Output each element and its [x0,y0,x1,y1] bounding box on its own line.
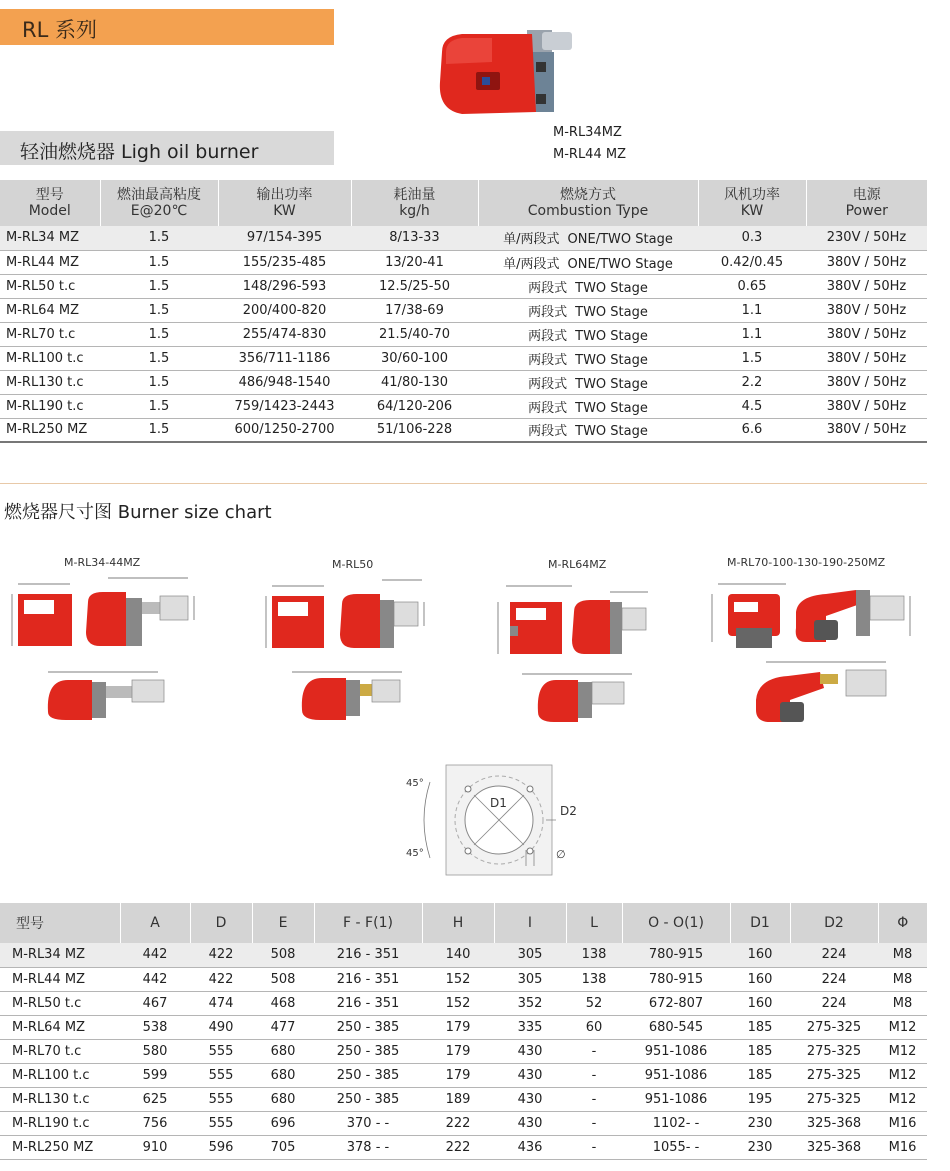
table-cell: - [566,1111,622,1135]
combustion-type-cn: 两段式 [528,376,568,392]
series-title: RL 系列 [22,18,97,42]
table-cell: 596 [190,1135,252,1159]
table-cell [478,394,698,418]
table-cell: 250 - 385 [314,1063,422,1087]
table-cell: 64/120-206 [351,394,478,418]
diagram-label-rl70-250: M-RL70-100-130-190-250MZ [727,556,886,569]
table-cell: 1.5 [100,418,218,442]
table-cell: 250 - 385 [314,1039,422,1063]
combustion-type-en: TWO Stage [575,328,648,344]
spec-header-line: Combustion Type [527,203,649,219]
table-cell [478,370,698,394]
table-cell: 680 [252,1087,314,1111]
diagram-rl70-250-drawing [706,572,926,737]
table-cell: 224 [790,991,878,1015]
product-model-caption-2: M-RL44 MZ [553,147,626,162]
table-cell: 138 [566,943,622,967]
table-row [0,394,927,418]
dimension-header-cell: D1 [730,903,790,943]
combustion-type-en: TWO Stage [575,400,648,416]
series-title-bar [0,9,334,45]
dimension-table [0,903,927,1160]
diagram-label-rl64: M-RL64MZ [548,558,607,571]
table-cell: 780-915 [622,967,730,991]
table-cell: 0.3 [698,226,806,250]
table-row [0,298,927,322]
table-cell: 508 [252,967,314,991]
combustion-type-cn: 单/两段式 [503,232,560,248]
table-cell [478,322,698,346]
table-cell: M-RL70 t.c [0,1039,120,1063]
table-cell: 555 [190,1063,252,1087]
table-cell: 380V / 50Hz [806,250,927,274]
table-row [0,1135,927,1159]
table-cell: 756 [120,1111,190,1135]
flange-d2-label: D2 [560,804,577,818]
table-cell: 195 [730,1087,790,1111]
table-cell: 230 [730,1135,790,1159]
table-cell: 625 [120,1087,190,1111]
table-cell: M-RL44 MZ [0,250,100,274]
table-cell [478,274,698,298]
table-cell: M-RL50 t.c [0,991,120,1015]
table-cell [478,418,698,442]
table-cell: 216 - 351 [314,991,422,1015]
table-cell: 8/13-33 [351,226,478,250]
table-cell: 160 [730,967,790,991]
table-row [0,943,927,967]
dimension-header-cell: D [190,903,252,943]
table-cell: 1.5 [100,322,218,346]
table-row [0,418,927,442]
table-cell: M16 [878,1135,927,1159]
table-cell: M8 [878,967,927,991]
table-cell: 380V / 50Hz [806,346,927,370]
combustion-type-en: TWO Stage [575,376,648,392]
combustion-type-en: TWO Stage [575,352,648,368]
combustion-type-cn: 两段式 [528,280,568,296]
table-cell: 60 [566,1015,622,1039]
table-cell: 1.5 [100,298,218,322]
table-cell: 430 [494,1039,566,1063]
table-cell: 1055- - [622,1135,730,1159]
table-cell: 325-368 [790,1111,878,1135]
table-cell: 759/1423-2443 [218,394,351,418]
combustion-type-en: ONE/TWO Stage [567,256,673,272]
spec-header-line: 风机功率 [724,187,780,203]
combustion-type-en: TWO Stage [575,280,648,296]
combustion-type-cn: 两段式 [528,328,568,344]
diagram-label-rl34-44: M-RL34-44MZ [64,556,141,569]
table-cell: 680 [252,1039,314,1063]
table-cell: 468 [252,991,314,1015]
table-cell: M8 [878,991,927,1015]
table-cell: 600/1250-2700 [218,418,351,442]
table-cell: 910 [120,1135,190,1159]
table-cell: M-RL34 MZ [0,943,120,967]
spec-header-line: kg/h [399,203,430,219]
subtitle-bar [0,131,334,165]
table-cell [478,250,698,274]
table-cell: 580 [120,1039,190,1063]
spec-header-cell [100,180,218,226]
table-cell: 21.5/40-70 [351,322,478,346]
table-cell: 508 [252,943,314,967]
table-cell: 430 [494,1063,566,1087]
table-cell: 230V / 50Hz [806,226,927,250]
table-row [0,1087,927,1111]
table-cell: 152 [422,967,494,991]
table-cell: 555 [190,1039,252,1063]
table-cell: 6.6 [698,418,806,442]
combustion-type-en: TWO Stage [575,424,648,440]
table-cell: 275-325 [790,1039,878,1063]
section-divider [0,483,927,484]
table-cell: 1.5 [100,274,218,298]
table-row [0,991,927,1015]
dimension-header-cell: Φ [878,903,927,943]
table-row [0,226,927,250]
table-cell: 160 [730,943,790,967]
table-cell: 179 [422,1015,494,1039]
table-cell: M16 [878,1111,927,1135]
table-cell: - [566,1063,622,1087]
table-cell: 555 [190,1087,252,1111]
table-cell: 185 [730,1015,790,1039]
spec-header-cell [218,180,351,226]
table-cell: 705 [252,1135,314,1159]
table-cell: 2.2 [698,370,806,394]
table-cell: 179 [422,1063,494,1087]
table-cell: 335 [494,1015,566,1039]
table-cell: 13/20-41 [351,250,478,274]
table-cell: 356/711-1186 [218,346,351,370]
table-cell: M-RL50 t.c [0,274,100,298]
spec-header-cell [698,180,806,226]
table-cell: 380V / 50Hz [806,370,927,394]
table-cell: 41/80-130 [351,370,478,394]
table-cell: 0.65 [698,274,806,298]
table-cell: 780-915 [622,943,730,967]
table-cell: 200/400-820 [218,298,351,322]
table-cell: 216 - 351 [314,943,422,967]
table-cell: M12 [878,1015,927,1039]
table-cell: M-RL64 MZ [0,1015,120,1039]
spec-header-line: Model [28,203,71,219]
diagram-rl34-44-drawing [8,572,208,732]
table-cell: M8 [878,943,927,967]
table-cell: 138 [566,967,622,991]
table-cell: 51/106-228 [351,418,478,442]
table-cell: 17/38-69 [351,298,478,322]
product-model-caption-1: M-RL34MZ [553,125,622,140]
table-cell: 538 [120,1015,190,1039]
table-cell: 250 - 385 [314,1087,422,1111]
table-cell: 951-1086 [622,1063,730,1087]
dimension-header-cell: F - F(1) [314,903,422,943]
flange-angle-top: 45° [406,778,424,789]
table-cell: 680 [252,1063,314,1087]
table-row [0,250,927,274]
table-cell: 185 [730,1039,790,1063]
table-cell: 380V / 50Hz [806,298,927,322]
table-cell: 222 [422,1135,494,1159]
table-cell: 12.5/25-50 [351,274,478,298]
spec-header-cell [478,180,698,226]
spec-header-line: 燃烧方式 [560,187,616,203]
spec-header-line: KW [273,203,296,219]
table-cell: 325-368 [790,1135,878,1159]
table-cell: 680-545 [622,1015,730,1039]
table-cell: 1.5 [100,226,218,250]
table-cell: M-RL190 t.c [0,1111,120,1135]
dimension-header-cell: H [422,903,494,943]
flange-drawing [400,760,580,880]
table-cell: 672-807 [622,991,730,1015]
table-cell: 255/474-830 [218,322,351,346]
table-cell: M-RL100 t.c [0,1063,120,1087]
table-cell: M12 [878,1087,927,1111]
dimension-header-cell: O - O(1) [622,903,730,943]
table-cell: 140 [422,943,494,967]
table-cell: 490 [190,1015,252,1039]
flange-angle-bottom: 45° [406,848,424,859]
table-cell: 486/948-1540 [218,370,351,394]
table-cell: 155/235-485 [218,250,351,274]
dimension-header-cell: 型号 [0,903,120,943]
table-cell: M-RL34 MZ [0,226,100,250]
table-cell: - [566,1039,622,1063]
flange-phi-label: ∅ [556,848,566,861]
combustion-type-en: ONE/TWO Stage [567,232,673,248]
table-row [0,370,927,394]
spec-header-line: 耗油量 [393,187,436,203]
table-row [0,274,927,298]
spec-header-line: 燃油最高粘度 [117,187,201,203]
spec-header-cell [0,180,100,226]
table-cell: 1.1 [698,298,806,322]
table-cell: M-RL250 MZ [0,418,100,442]
table-cell: 222 [422,1111,494,1135]
table-row [0,1039,927,1063]
dimension-header-cell: I [494,903,566,943]
combustion-type-cn: 两段式 [528,424,568,440]
table-cell: 152 [422,991,494,1015]
dimension-table-header [0,903,927,943]
size-chart-title: 燃烧器尺寸图 Burner size chart [4,502,272,523]
combustion-type-cn: 两段式 [528,304,568,320]
table-cell: 160 [730,991,790,1015]
table-cell [478,298,698,322]
spec-header-cell [351,180,478,226]
dimension-header-cell: D2 [790,903,878,943]
table-cell: 275-325 [790,1087,878,1111]
table-cell: 305 [494,943,566,967]
table-cell: 430 [494,1111,566,1135]
table-cell: M-RL130 t.c [0,370,100,394]
spec-table-header [0,180,927,226]
spec-header-line: 电源 [852,187,881,203]
table-cell: 97/154-395 [218,226,351,250]
table-cell: 380V / 50Hz [806,394,927,418]
table-cell: 422 [190,943,252,967]
table-row [0,967,927,991]
table-cell: 422 [190,967,252,991]
spec-header-line: Power [845,203,888,219]
table-cell: M-RL250 MZ [0,1135,120,1159]
spec-header-line: 输出功率 [256,187,313,203]
table-cell: 185 [730,1063,790,1087]
spec-header-cell [806,180,927,226]
table-cell: 380V / 50Hz [806,418,927,442]
table-cell: 0.42/0.45 [698,250,806,274]
diagram-label-rl50: M-RL50 [332,558,374,571]
table-cell [478,226,698,250]
table-cell: 1.5 [100,394,218,418]
table-cell: 52 [566,991,622,1015]
table-cell: 189 [422,1087,494,1111]
table-cell: 430 [494,1087,566,1111]
table-cell: M-RL70 t.c [0,322,100,346]
table-cell: 275-325 [790,1015,878,1039]
table-cell: 275-325 [790,1063,878,1087]
table-cell: 555 [190,1111,252,1135]
table-cell: 179 [422,1039,494,1063]
dimension-header-cell: A [120,903,190,943]
table-cell: 436 [494,1135,566,1159]
table-cell: 951-1086 [622,1039,730,1063]
table-cell: 951-1086 [622,1087,730,1111]
flange-d1-label: D1 [490,796,507,810]
table-cell [478,346,698,370]
subtitle: 轻油燃烧器 Ligh oil burner [20,141,259,163]
table-cell: 378 - - [314,1135,422,1159]
table-cell: 30/60-100 [351,346,478,370]
table-cell: - [566,1135,622,1159]
table-cell: M-RL130 t.c [0,1087,120,1111]
spec-header-line: 型号 [35,187,64,203]
table-cell: 370 - - [314,1111,422,1135]
spec-table [0,180,927,443]
table-cell: 4.5 [698,394,806,418]
table-cell: 380V / 50Hz [806,274,927,298]
table-cell: 380V / 50Hz [806,322,927,346]
table-row [0,1015,927,1039]
table-cell: 477 [252,1015,314,1039]
spec-header-line: E@20℃ [130,203,188,219]
table-cell: 148/296-593 [218,274,351,298]
combustion-type-cn: 单/两段式 [503,256,560,272]
table-cell: 442 [120,967,190,991]
table-cell: - [566,1087,622,1111]
table-cell: 224 [790,943,878,967]
table-cell: 1.5 [100,346,218,370]
diagram-rl50-drawing [262,572,462,732]
table-cell: 230 [730,1111,790,1135]
table-cell: 474 [190,991,252,1015]
table-row [0,346,927,370]
diagram-rl64-drawing [492,572,692,732]
table-cell: M12 [878,1039,927,1063]
table-row [0,1063,927,1087]
table-cell: 1.5 [100,250,218,274]
table-cell: 1.5 [698,346,806,370]
table-cell: 224 [790,967,878,991]
table-cell: 352 [494,991,566,1015]
table-cell: 305 [494,967,566,991]
table-cell: 442 [120,943,190,967]
table-cell: 216 - 351 [314,967,422,991]
table-cell: M-RL100 t.c [0,346,100,370]
burner-product-image [432,22,582,122]
dimension-header-cell: E [252,903,314,943]
table-cell: 1102- - [622,1111,730,1135]
table-cell: 467 [120,991,190,1015]
table-row [0,322,927,346]
table-cell: M-RL190 t.c [0,394,100,418]
table-cell: 250 - 385 [314,1015,422,1039]
combustion-type-cn: 两段式 [528,400,568,416]
spec-header-line: KW [740,203,764,219]
table-cell: M12 [878,1063,927,1087]
dimension-header-cell: L [566,903,622,943]
table-cell: 1.1 [698,322,806,346]
table-cell: 599 [120,1063,190,1087]
table-cell: M-RL44 MZ [0,967,120,991]
combustion-type-en: TWO Stage [575,304,648,320]
table-cell: 1.5 [100,370,218,394]
combustion-type-cn: 两段式 [528,352,568,368]
table-cell: M-RL64 MZ [0,298,100,322]
table-cell: 696 [252,1111,314,1135]
table-row [0,1111,927,1135]
